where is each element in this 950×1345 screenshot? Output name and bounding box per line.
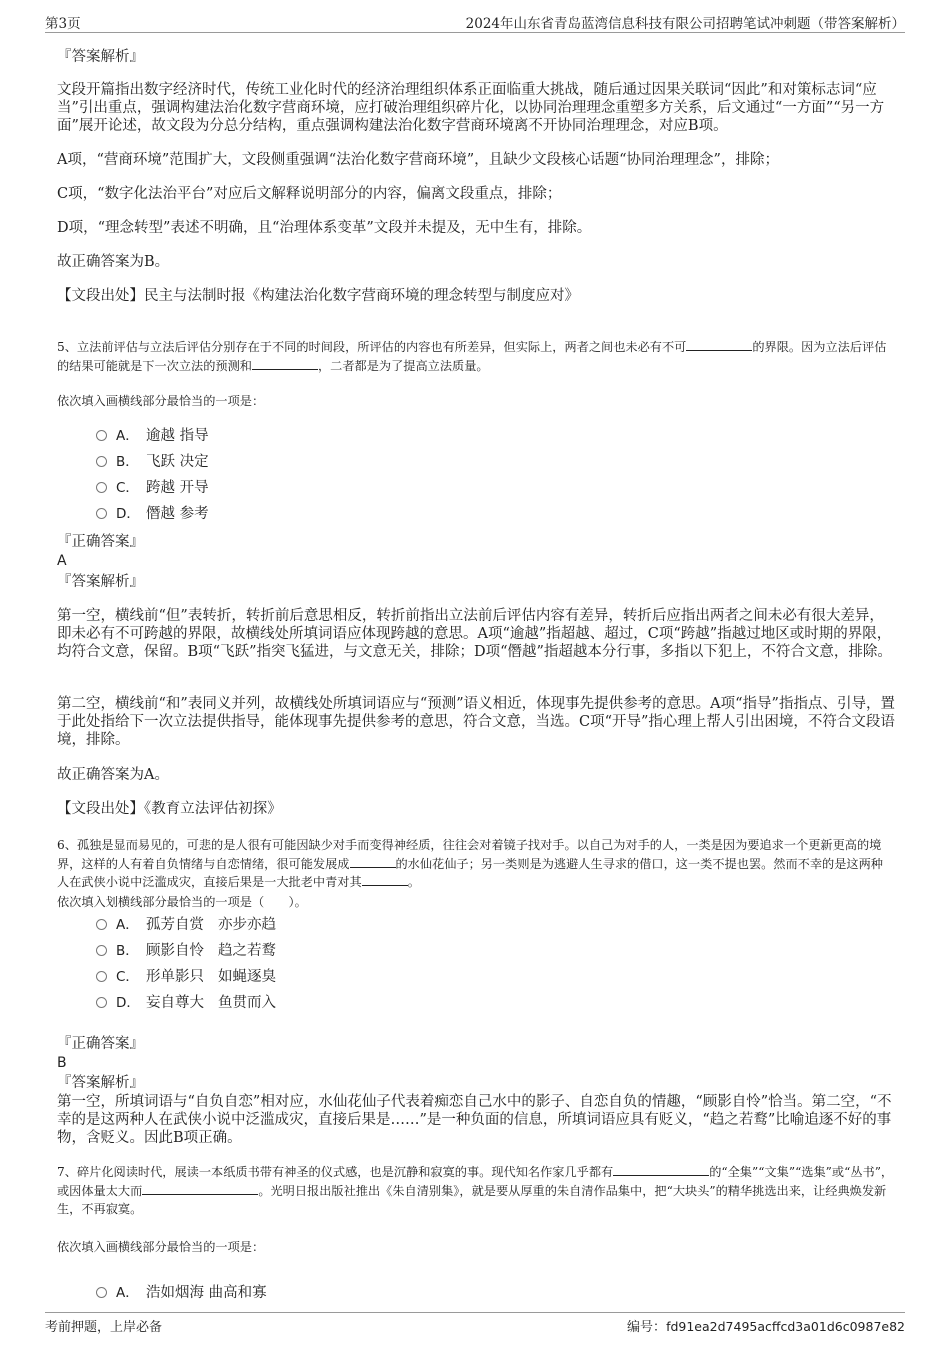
q6-instruction: 依次填入划横线部分最恰当的一项是（ ）。 — [57, 895, 307, 909]
q4-analysis-p4: D项，“理念转型”表述不明确，且“治理体系变革”文段并未提及，无中生有，排除。 — [57, 220, 592, 236]
q6-analysis-p1: 第一空，所填词语与“自负自恋”相对应，水仙花仙子代表着痴恋自己水中的影子、自恋自负的情趣，“顾影自怜”恰当。第二空，“不幸的是这两种人在武侠小说中泛滥成灾，直接后果是……”是一种负面的信息，所填词语应具有贬义，“趋之若鹜”比喻追逐不好的事物，含贬义。因此B项正确。 — [57, 1094, 892, 1146]
q5-analysis-label: 『答案解析』 — [57, 574, 144, 590]
q5-instruction: 依次填入画横线部分最恰当的一项是： — [57, 394, 265, 408]
q6-option-c[interactable]: C． 形单影只 如蝇逐臭 — [96, 968, 276, 986]
q7-instruction: 依次填入画横线部分最恰当的一项是： — [57, 1240, 265, 1254]
q5-stem: 5、立法前评估与立法后评估分别存在于不同的时间段，所评估的内容也有所差异，但实际上，两者之间也未必有不可 的界限。因为立法后评估的结果可能就是下一次立法的预测和 ，二者都是为了提高立法质量。 — [57, 340, 887, 373]
q4-analysis-p2: A项，“营商环境”范围扩大，文段侧重强调“法治化数字营商环境”，且缺少文段核心话题“协同治理理念”，排除； — [57, 152, 779, 168]
q6-correct-label: 『正确答案』 — [57, 1036, 144, 1052]
q4-analysis-p1: 文段开篇指出数字经济时代，传统工业化时代的经济治理组织体系正面临重大挑战，随后通过因果关联词“因此”和对策标志词“应当”引出重点，强调构建法治化数字营商环境，应打破治理组织碎片化，以协同治理理念重塑多方关系，后文通过“一方面”“另一方面”展开论述，故文段为分总分结构，重点强调构建法治化数字营商环境离不开协同治理理念，对应B项。 — [57, 82, 885, 134]
q7-option-a[interactable]: A． 浩如烟海 曲高和寡 — [96, 1284, 267, 1302]
radio-icon[interactable] — [96, 430, 107, 441]
q5-answer: A — [57, 553, 67, 569]
footer-code: 编号：fd91ea2d7495acffcd3a01d6c0987e82 — [627, 1319, 905, 1335]
radio-icon[interactable] — [96, 1287, 107, 1298]
radio-icon[interactable] — [96, 508, 107, 519]
q5-analysis-p2: 第二空，横线前“和”表同义并列，故横线处所填词语应与“预测”语义相近，体现事先提供参考的意思。A项“指导”指指点、引导，置于此处指给下一次立法提供指导，能体现事先提供参考的意思，符合文意，当选。C项“开导”指心理上帮人引出困境，不符合文段语境，排除。 — [57, 696, 895, 748]
q5-option-a[interactable]: A． 逾越 指导 — [96, 427, 209, 445]
q4-analysis-label: 『答案解析』 — [57, 49, 144, 65]
document-title: 2024年山东省青岛蓝湾信息科技有限公司招聘笔试冲刺题（带答案解析） — [465, 16, 905, 32]
q5-analysis-p3: 故正确答案为A。 — [57, 767, 169, 783]
radio-icon[interactable] — [96, 456, 107, 467]
radio-icon[interactable] — [96, 997, 107, 1008]
q5-correct-label: 『正确答案』 — [57, 534, 144, 550]
q4-analysis-p5: 故正确答案为B。 — [57, 254, 170, 270]
q4-source: 【文段出处】民主与法制时报《构建法治化数字营商环境的理念转型与制度应对》 — [57, 288, 579, 304]
q5-analysis-p1: 第一空，横线前“但”表转折，转折前后意思相反，转折前指出立法前后评估内容有差异，转折后应指出两者之间未必有很大差异，即未必有不可跨越的界限，故横线处所填词语应体现跨越的意思。A项“逾越”指超越、超过，C项“跨越”指越过地区或时期的界限，均符合文意，保留。B项“飞跃”指突飞猛进，与文意无关，排除；D项“僭越”指超越本分行事，多指以下犯上，不符合文意，排除。 — [57, 608, 892, 660]
page-header — [45, 12, 905, 33]
q5-option-d[interactable]: D． 僭越 参考 — [96, 505, 209, 523]
q6-option-b[interactable]: B． 顾影自怜 趋之若鹜 — [96, 942, 276, 960]
radio-icon[interactable] — [96, 919, 107, 930]
q4-analysis-p3: C项，“数字化法治平台”对应后文解释说明部分的内容，偏离文段重点，排除； — [57, 186, 562, 202]
radio-icon[interactable] — [96, 482, 107, 493]
q6-answer: B — [57, 1055, 67, 1071]
page-number: 第3页 — [45, 16, 81, 32]
q5-option-b[interactable]: B． 飞跃 决定 — [96, 453, 209, 471]
page-footer — [45, 1312, 905, 1335]
q6-analysis-label: 『答案解析』 — [57, 1075, 144, 1091]
q6-stem: 6、孤独是显而易见的，可悲的是人很有可能因缺少对手而变得神经质，往往会对着镜子找对手。以自己为对手的人，一类是因为要追求一个更新更高的境界，这样的人有着自负情绪与自恋情绪，很可能发展成 的水仙花仙子；另一类则是为逃避人生寻求的借口，这一类不提也罢。然而不幸的是这两种人在武侠小说中泛滥成灾，直接后果是一大批老中青对其 。 — [57, 838, 883, 889]
q5-source: 【文段出处】《教育立法评估初探》 — [57, 801, 282, 817]
radio-icon[interactable] — [96, 971, 107, 982]
q7-stem: 7、碎片化阅读时代，展读一本纸质书带有神圣的仪式感，也是沉静和寂寞的事。现代知名作家几乎都有 的“全集”“文集”“选集”或“丛书”，或因体量太大而 。光明日报出版社推出《朱自清别集》，就是要从厚重的朱自清作品集中，把“大块头”的精华挑选出来，让经典焕发新生，不再寂寞。 — [57, 1165, 894, 1216]
radio-icon[interactable] — [96, 945, 107, 956]
q6-option-d[interactable]: D． 妄自尊大 鱼贯而入 — [96, 994, 276, 1012]
footer-slogan: 考前押题，上岸必备 — [45, 1320, 163, 1335]
q5-option-c[interactable]: C． 跨越 开导 — [96, 479, 209, 497]
q6-option-a[interactable]: A． 孤芳自赏 亦步亦趋 — [96, 916, 276, 934]
